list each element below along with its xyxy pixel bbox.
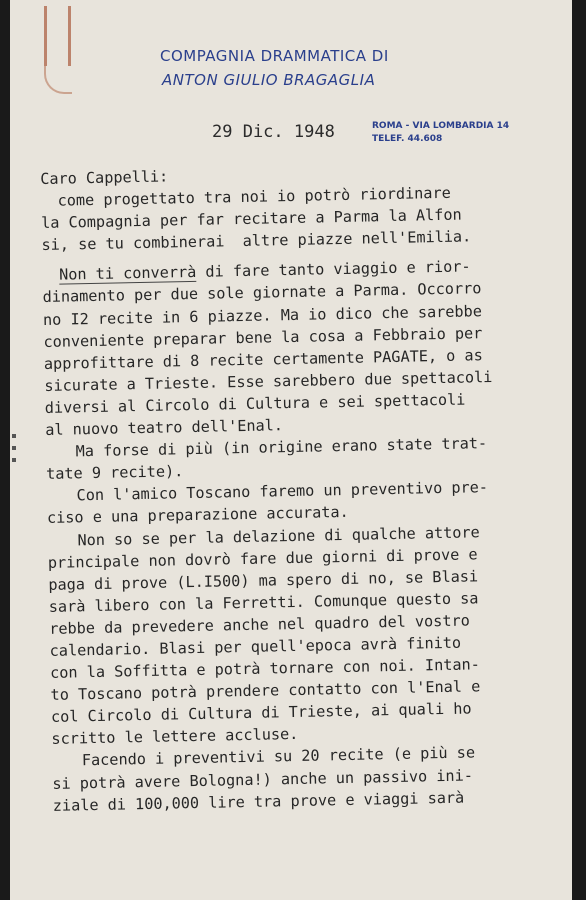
text-line: si potrà avere Bologna!) anche un passivo ini-	[52, 765, 474, 793]
text-line: si, se tu combinerai altre piazze nell'Emilia.	[41, 227, 472, 255]
text-line: to Toscano potrà prendere contatto con l'Enal e	[50, 677, 481, 705]
text-line: Con l'amico Toscano faremo un preventivo pre-	[76, 478, 489, 505]
text-line: con la Soffitta e potrà tornare con noi. Intan-	[49, 655, 480, 682]
text-line: Non ti converrà di fare tanto viaggio e rior-	[58, 257, 471, 285]
text-line: come progettato tra noi io potrò riordinare	[57, 183, 451, 210]
text-line: ziale di 100,000 lire tra prove e viaggi sarà	[52, 788, 465, 815]
text-line: no I2 recite in 6 piazze. Ma io dico che sarebbe	[42, 301, 483, 329]
text-line: Facendo i preventivi su 20 recite (e più se	[81, 743, 476, 770]
text-line: approfittare di 8 recite certamente PAGATE, o as	[43, 345, 483, 373]
text-line: al nuovo teatro dell'Enal.	[45, 416, 284, 439]
fold-mark-right	[68, 6, 71, 66]
text-line: conveniente preparar bene la cosa a Febbraio per	[43, 323, 483, 351]
text-line: Non so se per la delazione di qualche attore	[77, 522, 480, 549]
text-line: tate 9 recite).	[45, 462, 184, 484]
fold-curve	[44, 66, 72, 94]
letter-date: 29 Dic. 1948	[212, 122, 335, 142]
text-line: principale non dovrò fare due giorni di prove e	[47, 544, 478, 572]
salutation: Caro Cappelli:	[40, 167, 169, 188]
letterhead-company: COMPAGNIA DRAMMATICA DI	[160, 47, 389, 65]
text-line: rebbe da prevedere anche nel quadro del vostro	[49, 611, 470, 638]
text-line: col Circolo di Cultura di Trieste, ai quali ho	[50, 699, 472, 727]
text-line: la Compagnia per far recitare a Parma la Alfon	[40, 205, 462, 233]
text-line: calendario. Blasi per quell'epoca avrà finito	[49, 633, 462, 660]
underlined-phrase: Non ti converrà	[58, 263, 197, 285]
text-line: diversi al Circolo di Cultura e sei spettacoli	[44, 390, 466, 417]
fold-mark-left	[44, 6, 47, 66]
letterhead-address	[372, 120, 509, 146]
margin-mark	[12, 434, 16, 438]
text-line: scritto le lettere accluse.	[51, 725, 299, 749]
text-line: sicurate a Trieste. Esse sarebbero due spettacoli	[44, 367, 493, 395]
letterhead-name: ANTON GIULIO BRAGAGLIA	[162, 71, 376, 89]
text-line: dinamento per due sole giornate a Parma. Occorro	[42, 279, 482, 307]
text-line: sarà libero con la Ferretti. Comunque questo sa	[48, 589, 479, 616]
letter-page	[10, 0, 572, 900]
margin-mark	[12, 458, 16, 462]
text-line: paga di prove (L.I500) ma spero di no, se Blasi	[48, 566, 479, 594]
letterhead	[160, 44, 389, 92]
text-line: ciso e una preparazione accurata.	[46, 503, 349, 528]
margin-mark	[12, 446, 16, 450]
letter-body	[40, 157, 572, 816]
address-phone: TELEF. 44.608	[372, 134, 443, 144]
address-street: ROMA - VIA LOMBARDIA 14	[372, 121, 510, 131]
text-line: Ma forse di più (in origine erano state trat-	[75, 434, 488, 461]
